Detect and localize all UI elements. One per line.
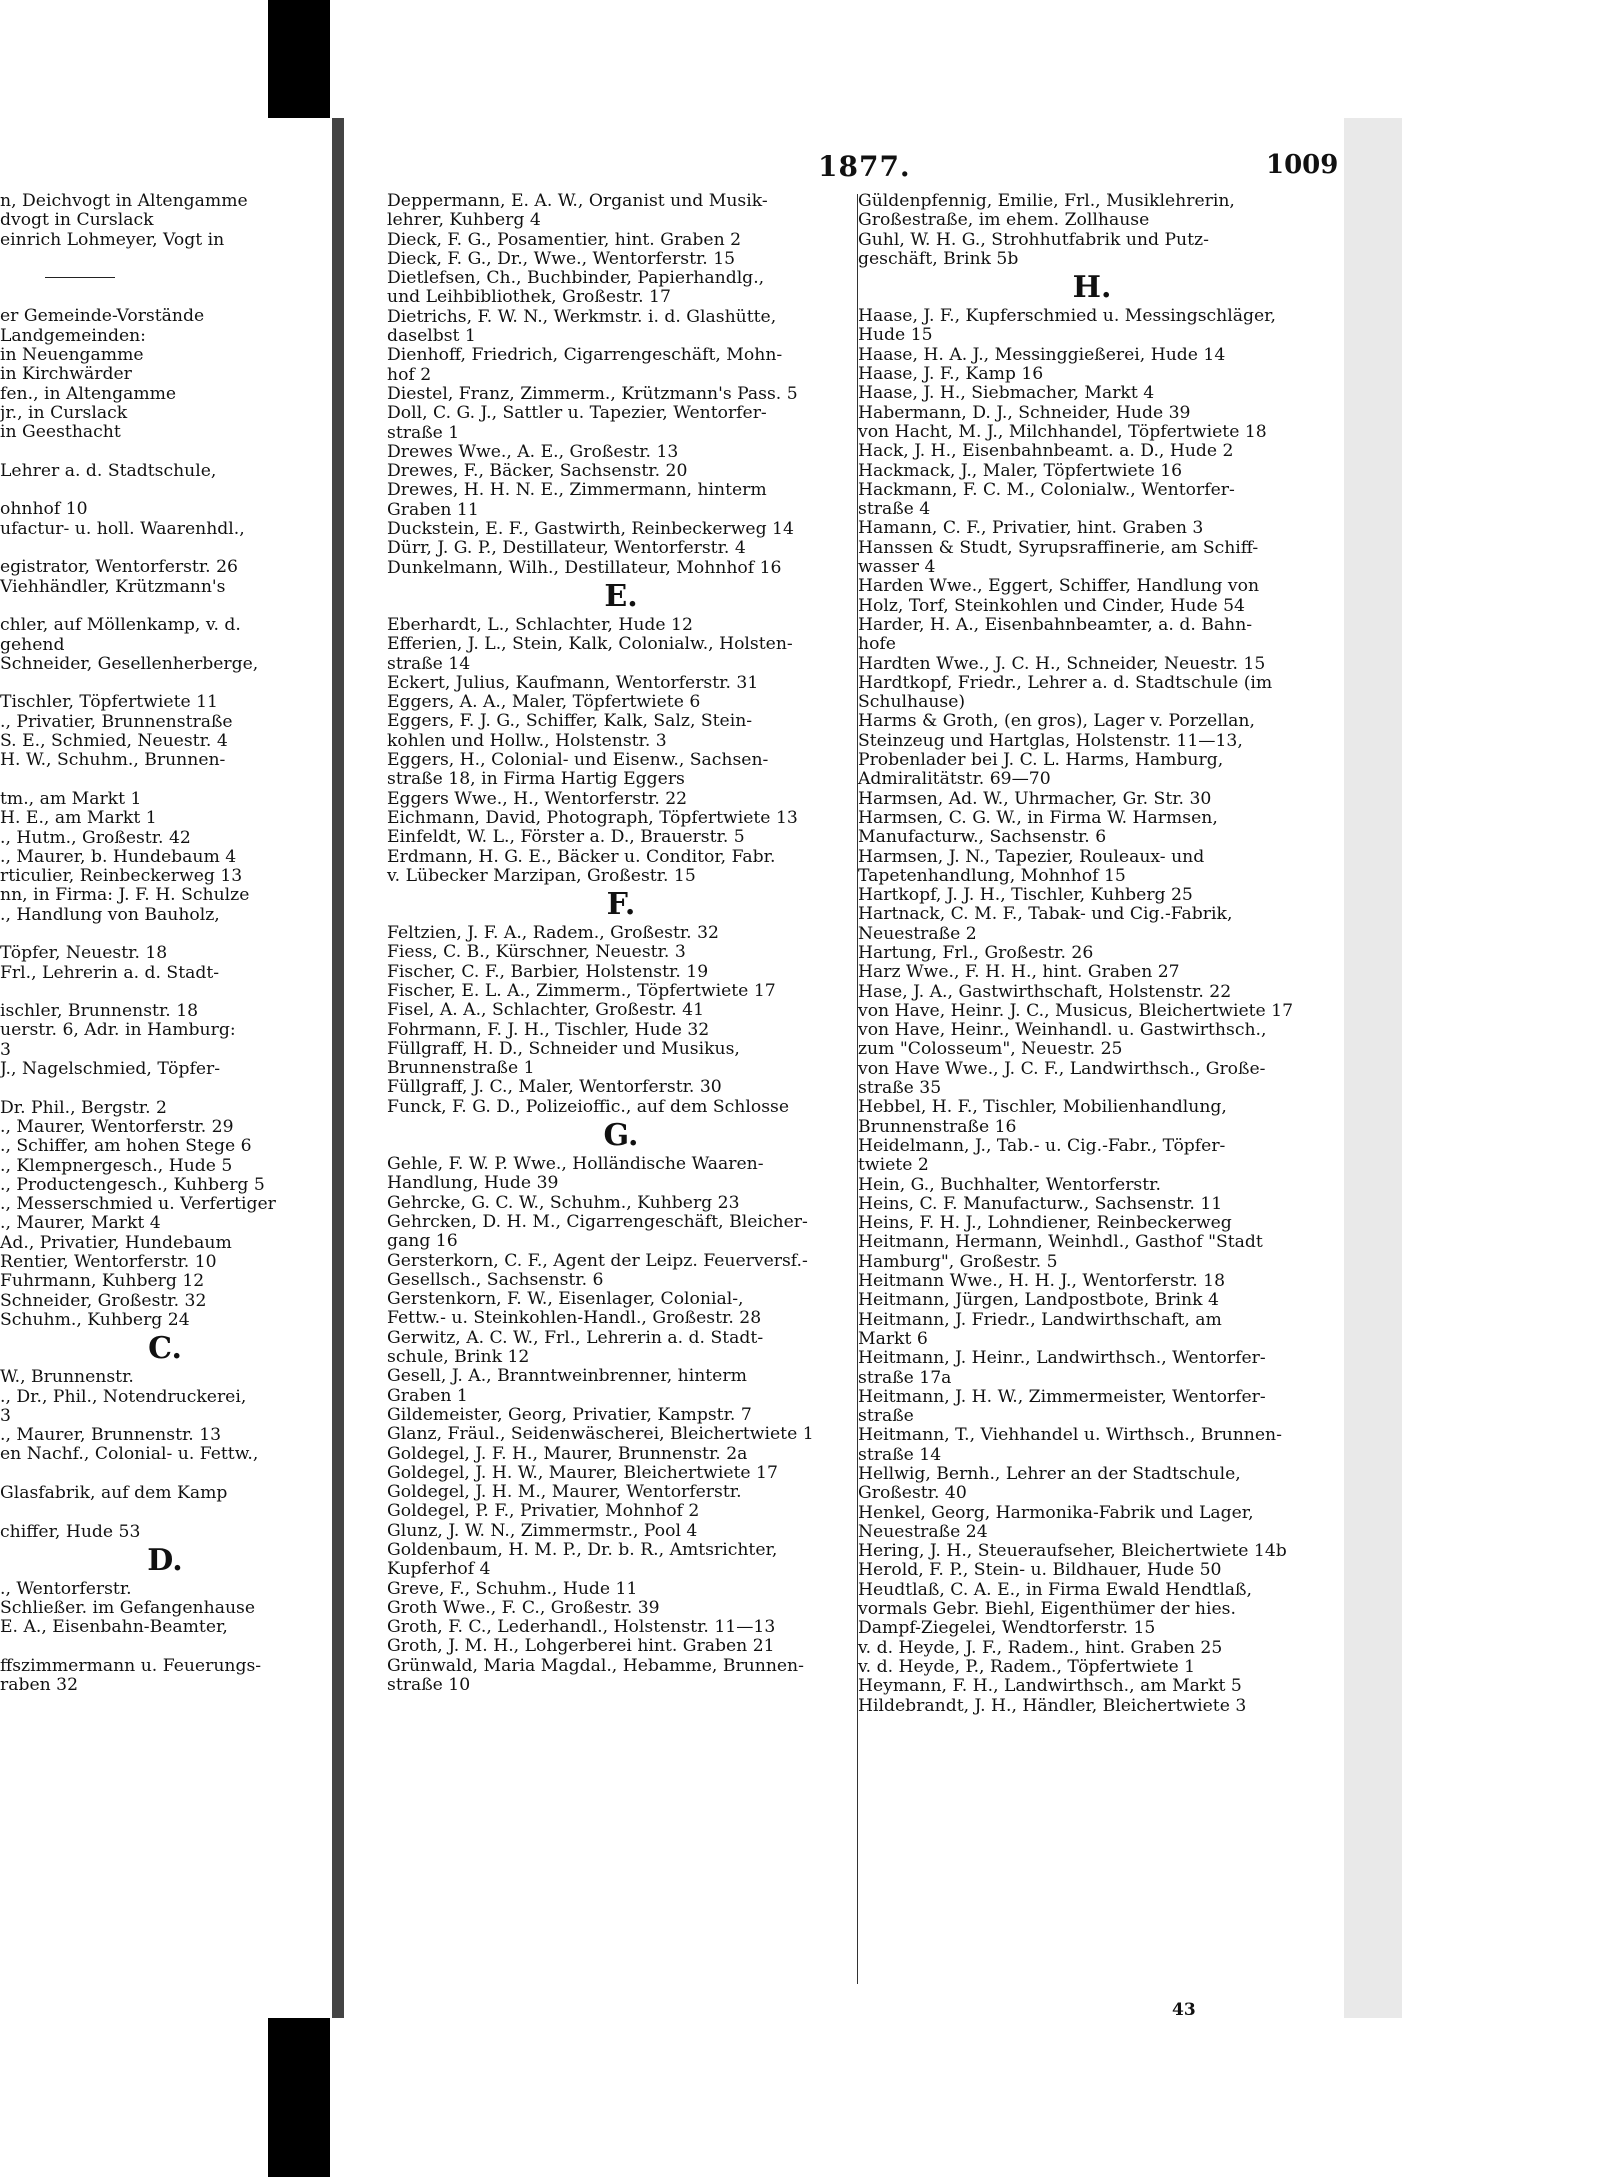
- directory-entry-line: schule, Brink 12: [387, 1347, 530, 1368]
- binding-tab-top: [268, 0, 330, 118]
- directory-entry-line: Großestr. 40: [858, 1483, 967, 1504]
- directory-entry-line: Graben 1: [387, 1385, 468, 1406]
- directory-entry-line: Rentier, Wentorferstr. 10: [0, 1252, 217, 1273]
- directory-entry-line: Dienhoff, Friedrich, Cigarrengeschäft, Mohn-: [387, 345, 783, 366]
- directory-entry-line: Gehle, F. W. P. Wwe., Holländische Waaren-: [387, 1154, 764, 1175]
- directory-entry-line: Harz Wwe., F. H. H., hint. Graben 27: [858, 962, 1180, 983]
- directory-entry-line: Dieck, F. G., Dr., Wwe., Wentorferstr. 15: [387, 248, 736, 269]
- directory-entry-line: hof 2: [387, 364, 432, 385]
- directory-entry-line: Greve, F., Schuhm., Hude 11: [387, 1578, 638, 1599]
- directory-entry-line: Henkel, Georg, Harmonika-Fabrik und Lager,: [858, 1502, 1254, 1523]
- directory-entry-line: Harden Wwe., Eggert, Schiffer, Handlung von: [858, 576, 1260, 597]
- directory-entry-line: rticulier, Reinbeckerweg 13: [0, 866, 243, 887]
- directory-entry-line: Gerstenkorn, F. W., Eisenlager, Colonial-,: [387, 1289, 744, 1310]
- directory-entry-line: Haase, J. F., Kupferschmied u. Messingschläger,: [858, 306, 1276, 327]
- directory-entry-line: E. A., Eisenbahn-Beamter,: [0, 1617, 228, 1638]
- directory-entry-line: Füllgraff, J. C., Maler, Wentorferstr. 30: [387, 1077, 722, 1098]
- directory-entry-line: Drewes, F., Bäcker, Sachsenstr. 20: [387, 461, 688, 482]
- directory-entry-line: lehrer, Kuhberg 4: [387, 210, 541, 231]
- directory-entry-line: gang 16: [387, 1231, 458, 1252]
- directory-entry-line: Viehhändler, Krützmann's: [0, 576, 226, 597]
- directory-entry-line: kohlen und Hollw., Holstenstr. 3: [387, 730, 667, 751]
- directory-entry-line: chiffer, Hude 53: [0, 1521, 141, 1542]
- directory-entry-line: Glasfabrik, auf dem Kamp: [0, 1483, 228, 1503]
- directory-entry-line: Tapetenhandlung, Mohnhof 15: [858, 865, 1126, 886]
- directory-entry-line: ., Klempnergesch., Hude 5: [0, 1155, 233, 1176]
- directory-entry-line: egistrator, Wentorferstr. 26: [0, 557, 238, 578]
- directory-entry-line: straße 1: [387, 422, 460, 443]
- directory-entry-line: Fischer, E. L. A., Zimmerm., Töpfertwiete 17: [387, 980, 776, 1001]
- directory-entry-line: Hein, G., Buchhalter, Wentorferstr.: [858, 1174, 1161, 1195]
- directory-column-middle: [387, 192, 855, 1695]
- top-margin: [330, 0, 1344, 118]
- page-number: 1009: [1266, 150, 1339, 180]
- directory-entry-line: ufactur- u. holl. Waarenhdl.,: [0, 518, 245, 539]
- directory-entry-line: ., Maurer, b. Hundebaum 4: [0, 846, 237, 867]
- directory-entry-line: Fuhrmann, Kuhberg 12: [0, 1271, 205, 1292]
- directory-entry-line: nn, in Firma: J. F. H. Schulze: [0, 885, 250, 906]
- directory-entry-line: uerstr. 6, Adr. in Hamburg:: [0, 1020, 236, 1041]
- directory-entry-line: Heitmann, T., Viehhandel u. Wirthsch., Brunnen-: [858, 1425, 1282, 1446]
- section-letter-heading: C.: [148, 1331, 182, 1367]
- directory-entry-line: ., Dr., Phil., Notendruckerei,: [0, 1386, 247, 1407]
- directory-entry-line: Harmsen, C. G. W., in Firma W. Harmsen,: [858, 807, 1218, 828]
- directory-entry-line: Fischer, C. F., Barbier, Holstenstr. 19: [387, 961, 709, 982]
- directory-entry-line: Gesellsch., Sachsenstr. 6: [387, 1269, 604, 1290]
- directory-entry-line: ., Messerschmied u. Verfertiger: [0, 1194, 276, 1215]
- directory-entry-line: Heitmann, Hermann, Weinhdl., Gasthof "Stadt: [858, 1232, 1263, 1253]
- directory-entry-line: Eggers, A. A., Maler, Töpfertwiete 6: [387, 692, 701, 713]
- directory-entry-line: [0, 1079, 330, 1098]
- directory-entry-line: ., Privatier, Brunnenstraße: [0, 711, 233, 732]
- directory-entry-line: Hardtkopf, Friedr., Lehrer a. d. Stadtschule (im: [858, 672, 1273, 693]
- directory-entry-line: H. E., am Markt 1: [0, 808, 157, 829]
- directory-entry-line: von Have Wwe., J. C. F., Landwirthsch., Große-: [858, 1058, 1266, 1079]
- directory-entry-line: Holz, Torf, Steinkohlen und Cinder, Hude 54: [858, 595, 1245, 616]
- directory-entry-line: straße 14: [387, 653, 471, 674]
- bottom-margin-left: [0, 2018, 268, 2177]
- directory-entry-line: Hebbel, H. F., Tischler, Mobilienhandlung,: [858, 1097, 1227, 1118]
- directory-entry-line: n, Deichvogt in Altengamme: [0, 191, 248, 211]
- directory-entry-line: [0, 250, 330, 269]
- section-divider: [45, 277, 115, 288]
- directory-entry-line: Erdmann, H. G. E., Bäcker u. Conditor, Fabr.: [387, 846, 776, 867]
- directory-entry-line: W., Brunnenstr.: [0, 1367, 134, 1388]
- directory-entry-line: straße 10: [387, 1675, 471, 1696]
- directory-entry-line: Probenlader bei J. C. L. Harms, Hamburg,: [858, 750, 1224, 771]
- directory-entry-line: Kupferhof 4: [387, 1559, 491, 1580]
- directory-entry-line: Deppermann, E. A. W., Organist und Musik-: [387, 191, 768, 211]
- directory-entry-line: Dietrichs, F. W. N., Werkmstr. i. d. Glashütte,: [387, 306, 777, 327]
- directory-entry-line: Hering, J. H., Steueraufseher, Bleichertwiete 14b: [858, 1541, 1287, 1562]
- directory-entry-line: Eggers, F. J. G., Schiffer, Kalk, Salz, Stein-: [387, 711, 753, 732]
- directory-entry-line: jr., in Curslack: [0, 402, 128, 423]
- directory-entry-line: Drewes Wwe., A. E., Großestr. 13: [387, 441, 679, 462]
- directory-entry-line: Füllgraff, H. D., Schneider und Musikus,: [387, 1038, 740, 1059]
- directory-entry-line: Tischler, Töpfertwiete 11: [0, 692, 218, 713]
- directory-entry-line: Gehrcken, D. H. M., Cigarrengeschäft, Bleicher-: [387, 1211, 808, 1232]
- directory-entry-line: Frl., Lehrerin a. d. Stadt-: [0, 962, 220, 983]
- directory-entry-line: Hardten Wwe., J. C. H., Schneider, Neuestr. 15: [858, 653, 1266, 674]
- directory-entry-line: [0, 925, 330, 944]
- directory-entry-line: Steinzeug und Hartglas, Holstenstr. 11—13,: [858, 730, 1243, 751]
- directory-entry-line: Goldegel, J. F. H., Maurer, Brunnenstr. 2a: [387, 1443, 748, 1464]
- directory-entry-line: straße 18, in Firma Hartig Eggers: [387, 769, 685, 790]
- directory-entry-line: Groth Wwe., F. C., Großestr. 39: [387, 1597, 660, 1618]
- directory-entry-line: daselbst 1: [387, 326, 476, 347]
- directory-entry-line: [0, 1503, 330, 1522]
- directory-entry-line: Hase, J. A., Gastwirthschaft, Holstenstr. 22: [858, 981, 1232, 1002]
- directory-entry-line: Eberhardt, L., Schlachter, Hude 12: [387, 614, 693, 635]
- directory-entry-line: hofe: [858, 634, 896, 655]
- directory-entry-line: straße 35: [858, 1078, 942, 1099]
- directory-entry-line: [0, 288, 330, 307]
- directory-entry-line: Hartkopf, J. J. H., Tischler, Kuhberg 25: [858, 885, 1193, 906]
- directory-entry-line: Fiess, C. B., Kürschner, Neuestr. 3: [387, 942, 686, 963]
- directory-entry-line: Drewes, H. H. N. E., Zimmermann, hinterm: [387, 480, 767, 501]
- directory-entry-line: geschäft, Brink 5b: [858, 248, 1019, 269]
- directory-entry-line: in Neuengamme: [0, 345, 144, 366]
- book-spine: [332, 118, 344, 2018]
- directory-entry-line: Hartnack, C. M. F., Tabak- und Cig.-Fabrik,: [858, 904, 1233, 925]
- directory-entry-line: zum "Colosseum", Neuestr. 25: [858, 1039, 1123, 1060]
- directory-entry-line: [0, 597, 330, 616]
- directory-entry-line: Hackmack, J., Maler, Töpfertwiete 16: [858, 460, 1183, 481]
- directory-entry-line: Hartung, Frl., Großestr. 26: [858, 942, 1094, 963]
- directory-entry-line: Schneider, Großestr. 32: [0, 1290, 207, 1311]
- directory-entry-line: [0, 1465, 330, 1484]
- directory-entry-line: ., Schiffer, am hohen Stege 6: [0, 1136, 252, 1157]
- directory-entry-line: von Have, Heinr. J. C., Musicus, Bleichertwiete 17: [858, 1000, 1294, 1021]
- directory-entry-line: ., Hutm., Großestr. 42: [0, 827, 191, 848]
- directory-entry-line: Harmsen, J. N., Tapezier, Rouleaux- und: [858, 846, 1205, 867]
- directory-entry-line: 3: [0, 1405, 11, 1426]
- directory-entry-line: chler, auf Möllenkamp, v. d.: [0, 615, 241, 636]
- directory-entry-line: ohnhof 10: [0, 499, 88, 520]
- directory-entry-line: [0, 443, 330, 462]
- directory-entry-line: Hildebrandt, J. H., Händler, Bleichertwiete 3: [858, 1695, 1247, 1716]
- directory-entry-line: v. Lübecker Marzipan, Großestr. 15: [387, 865, 696, 886]
- directory-column-right: [858, 192, 1326, 1716]
- directory-entry-line: Landgemeinden:: [0, 325, 146, 346]
- directory-entry-line: Admiralitätstr. 69—70: [858, 769, 1051, 790]
- directory-entry-line: Handlung, Hude 39: [387, 1173, 559, 1194]
- directory-entry-line: Schließer. im Gefangenhause: [0, 1598, 255, 1619]
- directory-entry-line: ., Maurer, Brunnenstr. 13: [0, 1425, 222, 1446]
- directory-entry-line: v. d. Heyde, P., Radem., Töpfertwiete 1: [858, 1656, 1196, 1677]
- directory-entry-line: Brunnenstraße 1: [387, 1058, 535, 1079]
- section-letter-heading: F.: [606, 887, 636, 923]
- directory-entry-line: Feltzien, J. F. A., Radem., Großestr. 32: [387, 923, 719, 944]
- directory-entry-line: Goldegel, J. H. M., Maurer, Wentorferstr.: [387, 1482, 742, 1503]
- directory-entry-line: J., Nagelschmied, Töpfer-: [0, 1059, 221, 1080]
- directory-entry-line: in Kirchwärder: [0, 364, 132, 385]
- directory-entry-line: Großestraße, im ehem. Zollhause: [858, 210, 1150, 231]
- directory-entry-line: Heitmann, J. Heinr., Landwirthsch., Wentorfer-: [858, 1348, 1266, 1369]
- directory-entry-line: twiete 2: [858, 1155, 929, 1176]
- directory-entry-line: Gildemeister, Georg, Privatier, Kampstr. 7: [387, 1404, 752, 1425]
- directory-entry-line: Duckstein, E. F., Gastwirth, Reinbeckerweg 14: [387, 519, 794, 540]
- directory-entry-line: Hanssen & Studt, Syrupsraffinerie, am Schiff-: [858, 537, 1259, 558]
- directory-entry-line: Doll, C. G. J., Sattler u. Tapezier, Wentorfer-: [387, 403, 767, 424]
- directory-entry-line: Neuestraße 24: [858, 1521, 988, 1542]
- directory-entry-line: Groth, F. C., Lederhandl., Holstenstr. 11—13: [387, 1617, 776, 1638]
- directory-entry-line: Glanz, Fräul., Seidenwäscherei, Bleichertwiete 1: [387, 1424, 814, 1445]
- directory-entry-line: Neuestraße 2: [858, 923, 977, 944]
- directory-entry-line: Haase, H. A. J., Messinggießerei, Hude 14: [858, 344, 1226, 365]
- directory-entry-line: er Gemeinde-Vorstände: [0, 306, 205, 327]
- directory-entry-line: Gerwitz, A. C. W., Frl., Lehrerin a. d. Stadt-: [387, 1327, 764, 1348]
- directory-entry-line: Heitmann, J. H. W., Zimmermeister, Wentorfer-: [858, 1386, 1266, 1407]
- directory-entry-line: Gesell, J. A., Branntweinbrenner, hinterm: [387, 1366, 747, 1387]
- directory-entry-line: ., Handlung von Bauholz,: [0, 904, 220, 925]
- directory-entry-line: Schuhm., Kuhberg 24: [0, 1309, 190, 1330]
- directory-entry-line: Habermann, D. J., Schneider, Hude 39: [858, 402, 1191, 423]
- directory-entry-line: [0, 674, 330, 693]
- directory-entry-line: in Geesthacht: [0, 422, 121, 443]
- directory-entry-line: Heitmann Wwe., H. H. J., Wentorferstr. 18: [858, 1271, 1226, 1292]
- directory-entry-line: ., Wentorferstr.: [0, 1578, 132, 1599]
- directory-entry-line: ischler, Brunnenstr. 18: [0, 1001, 199, 1022]
- directory-entry-line: ffszimmermann u. Feuerungs-: [0, 1656, 262, 1677]
- directory-entry-line: straße 4: [858, 499, 931, 520]
- directory-entry-line: Schneider, Gesellenherberge,: [0, 653, 259, 674]
- directory-entry-line: Markt 6: [858, 1328, 928, 1349]
- directory-entry-line: einrich Lohmeyer, Vogt in: [0, 229, 225, 250]
- directory-entry-line: fen., in Altengamme: [0, 383, 177, 404]
- directory-entry-line: Eichmann, David, Photograph, Töpfertwiete 13: [387, 807, 798, 828]
- directory-entry-line: tm., am Markt 1: [0, 788, 142, 809]
- directory-entry-line: [0, 539, 330, 558]
- directory-entry-line: Herold, F. P., Stein- u. Bildhauer, Hude 50: [858, 1560, 1222, 1581]
- directory-entry-line: S. E., Schmied, Neuestr. 4: [0, 731, 228, 752]
- section-letter-heading: H.: [1072, 270, 1112, 306]
- directory-entry-line: Töpfer, Neuestr. 18: [0, 943, 168, 964]
- directory-entry-line: Heymann, F. H., Landwirthsch., am Markt 5: [858, 1676, 1242, 1697]
- directory-entry-line: [0, 481, 330, 500]
- directory-entry-line: Efferien, J. L., Stein, Kalk, Colonialw., Holsten-: [387, 634, 793, 655]
- directory-entry-line: Heitmann, Jürgen, Landpostbote, Brink 4: [858, 1290, 1219, 1311]
- directory-entry-line: Hack, J. H., Eisenbahnbeamt. a. D., Hude 2: [858, 441, 1234, 462]
- directory-entry-line: Dieck, F. G., Posamentier, hint. Graben 2: [387, 229, 742, 250]
- directory-entry-line: Groth, J. M. H., Lohgerberei hint. Graben 21: [387, 1636, 775, 1657]
- directory-entry-line: Harms & Groth, (en gros), Lager v. Porzellan,: [858, 711, 1255, 732]
- directory-entry-line: Guhl, W. H. G., Strohhutfabrik und Putz-: [858, 229, 1209, 250]
- directory-entry-line: ., Maurer, Wentorferstr. 29: [0, 1116, 234, 1137]
- directory-entry-line: Einfeldt, W. L., Förster a. D., Brauerstr. 5: [387, 827, 745, 848]
- top-margin-left: [0, 0, 268, 118]
- directory-entry-line: Grünwald, Maria Magdal., Hebamme, Brunnen-: [387, 1655, 804, 1676]
- directory-entry-line: Goldenbaum, H. M. P., Dr. b. R., Amtsrichter,: [387, 1540, 778, 1560]
- section-letter-heading: E.: [604, 578, 638, 614]
- directory-entry-line: Haase, J. F., Kamp 16: [858, 364, 1044, 385]
- directory-entry-line: Eckert, Julius, Kaufmann, Wentorferstr. 31: [387, 672, 759, 693]
- directory-entry-line: Goldegel, P. F., Privatier, Mohnhof 2: [387, 1501, 700, 1522]
- directory-entry-line: Manufacturw., Sachsenstr. 6: [858, 827, 1107, 848]
- directory-entry-line: Dr. Phil., Bergstr. 2: [0, 1097, 167, 1118]
- left-page-column: [0, 192, 330, 1696]
- directory-entry-line: Güldenpfennig, Emilie, Frl., Musiklehrerin,: [858, 191, 1235, 211]
- directory-entry-line: 3: [0, 1039, 11, 1060]
- directory-entry-line: Haase, J. H., Siebmacher, Markt 4: [858, 383, 1155, 404]
- directory-entry-line: straße 14: [858, 1444, 942, 1465]
- directory-entry-line: Fisel, A. A., Schlachter, Großestr. 41: [387, 1000, 705, 1021]
- directory-entry-line: Dunkelmann, Wilh., Destillateur, Mohnhof 16: [387, 557, 782, 578]
- directory-entry-line: Hamann, C. F., Privatier, hint. Graben 3: [858, 518, 1204, 539]
- directory-entry-line: en Nachf., Colonial- u. Fettw.,: [0, 1444, 259, 1465]
- directory-entry-line: Dietlefsen, Ch., Buchbinder, Papierhandlg.,: [387, 268, 765, 289]
- directory-entry-line: und Leihbibliothek, Großestr. 17: [387, 287, 671, 308]
- directory-entry-line: Heidelmann, J., Tab.- u. Cig.-Fabr., Töpfer-: [858, 1135, 1226, 1156]
- directory-entry-line: Eggers Wwe., H., Wentorferstr. 22: [387, 788, 688, 809]
- directory-entry-line: gehend: [0, 634, 65, 655]
- directory-entry-line: Eggers, H., Colonial- und Eisenw., Sachsen-: [387, 750, 769, 771]
- signature-mark: 43: [1172, 2000, 1196, 2020]
- directory-entry-line: Heudtlaß, C. A. E., in Firma Ewald Hendtlaß,: [858, 1579, 1253, 1600]
- directory-entry-line: Schulhause): [858, 692, 966, 713]
- directory-entry-line: Heins, F. H. J., Lohndiener, Reinbeckerweg: [858, 1213, 1232, 1234]
- directory-entry-line: ., Productengesch., Kuhberg 5: [0, 1174, 265, 1195]
- directory-entry-line: Fohrmann, F. J. H., Tischler, Hude 32: [387, 1019, 710, 1040]
- directory-entry-line: Glunz, J. W. N., Zimmermstr., Pool 4: [387, 1520, 698, 1541]
- directory-entry-line: Hamburg", Großestr. 5: [858, 1251, 1058, 1272]
- directory-entry-line: vormals Gebr. Biehl, Eigenthümer der hies.: [858, 1599, 1236, 1620]
- directory-entry-line: straße 17a: [858, 1367, 952, 1388]
- directory-entry-line: von Hacht, M. J., Milchhandel, Töpfertwiete 18: [858, 421, 1267, 442]
- directory-entry-line: Hellwig, Bernh., Lehrer an der Stadtschule,: [858, 1464, 1241, 1484]
- directory-entry-line: [0, 771, 330, 790]
- directory-entry-line: Hude 15: [858, 325, 933, 346]
- directory-entry-line: Diestel, Franz, Zimmerm., Krützmann's Pass. 5: [387, 383, 798, 404]
- directory-entry-line: ., Maurer, Markt 4: [0, 1213, 161, 1234]
- directory-entry-line: von Have, Heinr., Weinhandl. u. Gastwirthsch.,: [858, 1020, 1267, 1041]
- directory-entry-line: Ad., Privatier, Hundebaum: [0, 1232, 232, 1253]
- page-edge-shadow: [1344, 118, 1402, 2018]
- directory-entry-line: Gersterkorn, C. F., Agent der Leipz. Feuerversf.-: [387, 1250, 808, 1271]
- directory-entry-line: Goldegel, J. H. W., Maurer, Bleichertwiete 17: [387, 1462, 778, 1483]
- bottom-margin: [330, 2018, 1344, 2177]
- directory-entry-line: H. W., Schuhm., Brunnen-: [0, 750, 226, 771]
- directory-entry-line: raben 32: [0, 1675, 79, 1696]
- directory-entry-line: v. d. Heyde, J. F., Radem., hint. Graben 25: [858, 1637, 1223, 1658]
- directory-entry-line: Fettw.- u. Steinkohlen-Handl., Großestr. 28: [387, 1308, 762, 1329]
- section-letter-heading: G.: [603, 1118, 639, 1154]
- section-letter-heading: D.: [147, 1542, 183, 1578]
- directory-entry-line: Dampf-Ziegelei, Wendtorferstr. 15: [858, 1618, 1156, 1639]
- directory-entry-line: Graben 11: [387, 499, 479, 520]
- directory-entry-line: Heins, C. F. Manufacturw., Sachsenstr. 11: [858, 1193, 1223, 1214]
- directory-entry-line: Brunnenstraße 16: [858, 1116, 1017, 1137]
- directory-entry-line: Dürr, J. G. P., Destillateur, Wentorferstr. 4: [387, 538, 746, 559]
- directory-entry-line: wasser 4: [858, 557, 936, 578]
- directory-entry-line: Gehrcke, G. C. W., Schuhm., Kuhberg 23: [387, 1192, 740, 1213]
- directory-entry-line: dvogt in Curslack: [0, 210, 154, 231]
- directory-entry-line: Hackmann, F. C. M., Colonialw., Wentorfer-: [858, 479, 1235, 500]
- directory-entry-line: Heitmann, J. Friedr., Landwirthschaft, am: [858, 1309, 1222, 1330]
- directory-entry-line: [0, 983, 330, 1002]
- page-header-year: 1877.: [818, 150, 911, 183]
- binding-tab-bottom: [268, 2018, 330, 2177]
- directory-entry-line: Harder, H. A., Eisenbahnbeamter, a. d. Bahn-: [858, 614, 1253, 635]
- directory-entry-line: [0, 1638, 330, 1657]
- directory-entry-line: Funck, F. G. D., Polizeioffic., auf dem Schlosse: [387, 1096, 790, 1117]
- directory-entry-line: straße: [858, 1406, 914, 1427]
- directory-entry-line: Harmsen, Ad. W., Uhrmacher, Gr. Str. 30: [858, 788, 1212, 809]
- directory-entry-line: Lehrer a. d. Stadtschule,: [0, 460, 217, 481]
